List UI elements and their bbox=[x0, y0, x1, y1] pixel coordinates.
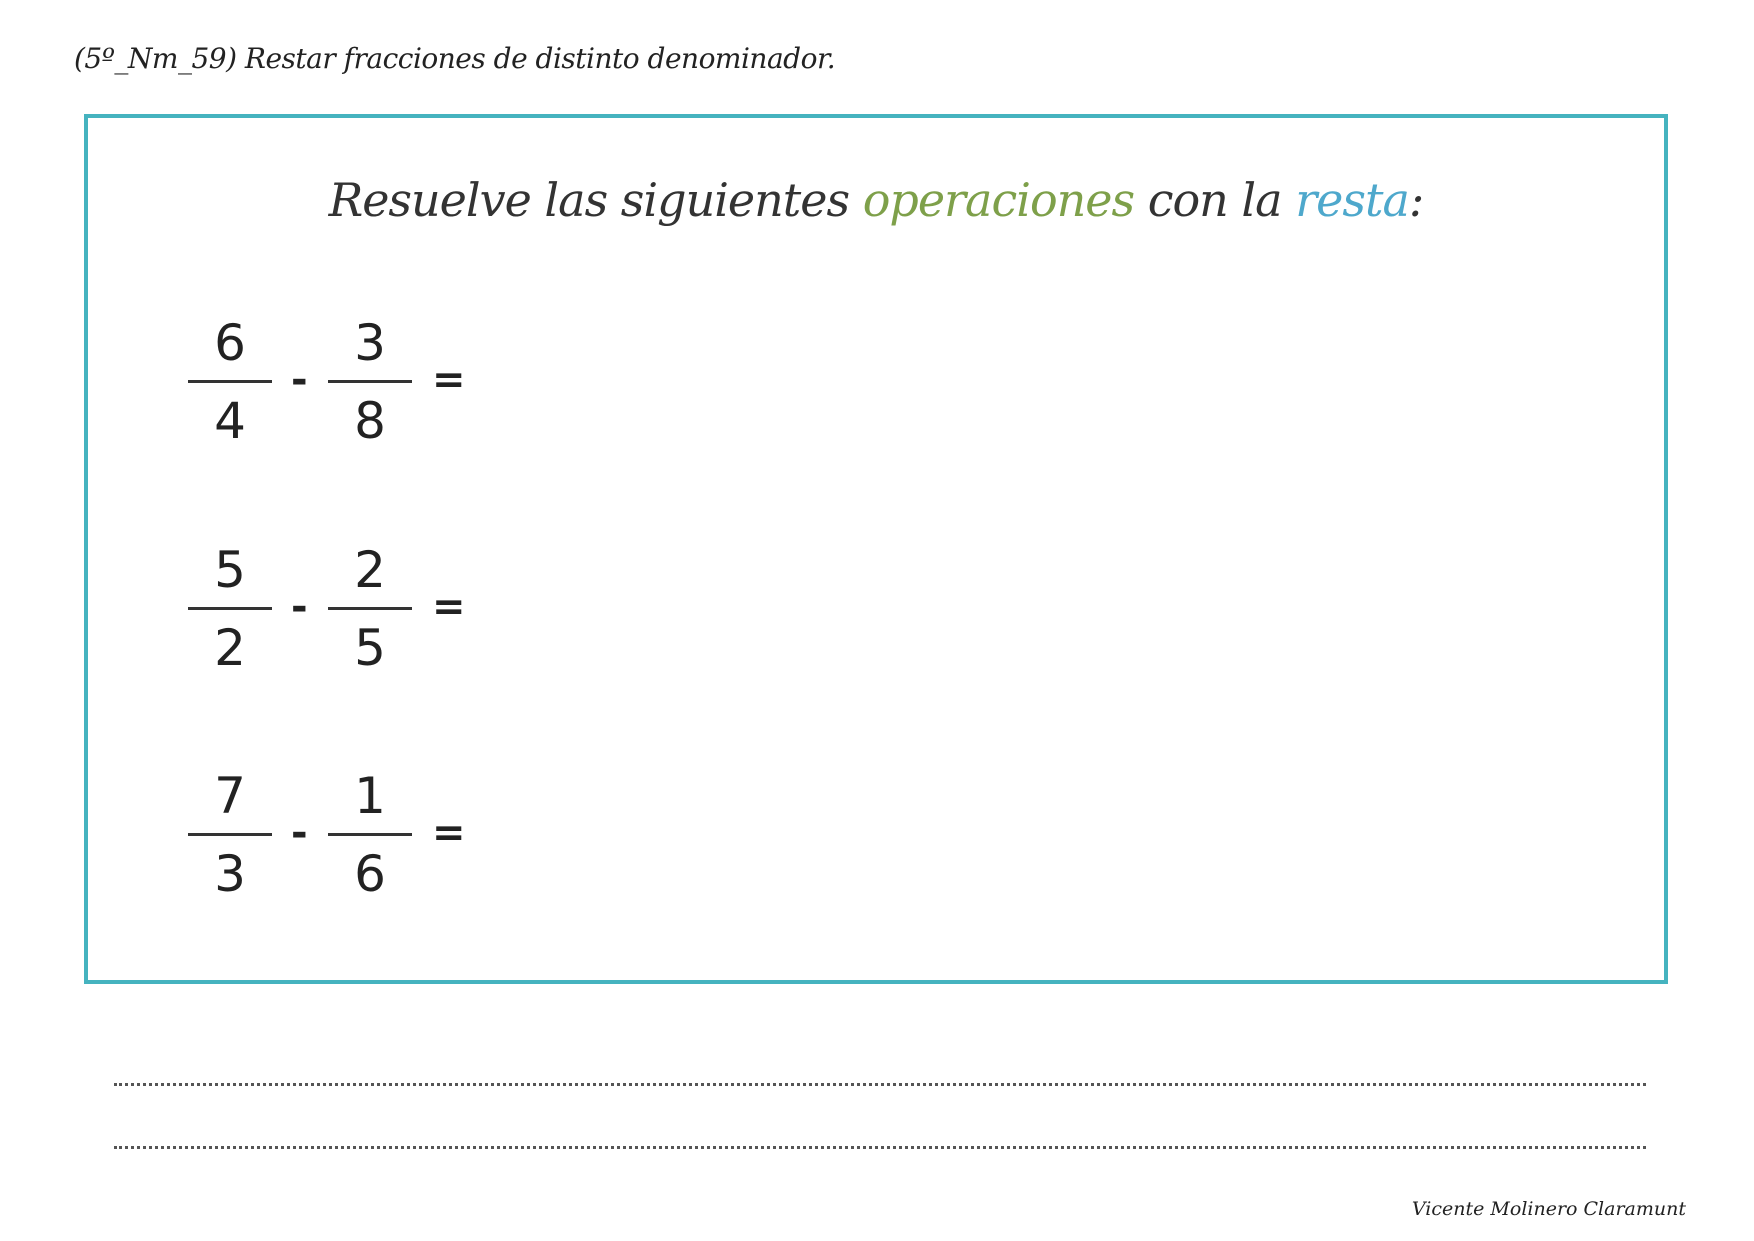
numerator: 1 bbox=[354, 767, 386, 825]
denominator: 8 bbox=[354, 392, 386, 450]
instruction-heading bbox=[88, 173, 1664, 227]
equals-sign: = bbox=[432, 357, 466, 403]
denominator: 2 bbox=[214, 619, 246, 677]
numerator: 6 bbox=[214, 314, 246, 372]
fraction-a bbox=[188, 532, 272, 682]
denominator: 5 bbox=[354, 619, 386, 677]
answer-line-2[interactable] bbox=[114, 1146, 1646, 1149]
fraction-b bbox=[328, 532, 412, 682]
fraction-bar bbox=[328, 607, 412, 610]
instruction-text-1: Resuelve las siguientes bbox=[328, 173, 863, 227]
fraction-b bbox=[328, 305, 412, 455]
fraction-bar bbox=[188, 380, 272, 383]
numerator: 7 bbox=[214, 767, 246, 825]
exercise-1 bbox=[188, 305, 488, 455]
instruction-text-2: con la bbox=[1134, 173, 1296, 227]
fraction-bar bbox=[328, 833, 412, 836]
fraction-b bbox=[328, 758, 412, 908]
fraction-bar bbox=[188, 607, 272, 610]
page-header-title: (5º_Nm_59) Restar fracciones de distinto denominador. bbox=[74, 42, 836, 75]
numerator: 3 bbox=[354, 314, 386, 372]
denominator: 4 bbox=[214, 392, 246, 450]
instruction-word-resta: resta bbox=[1295, 173, 1409, 227]
minus-sign: - bbox=[291, 357, 308, 403]
denominator: 3 bbox=[214, 845, 246, 903]
equals-sign: = bbox=[432, 810, 466, 856]
exercise-2 bbox=[188, 532, 488, 682]
instruction-word-operaciones: operaciones bbox=[862, 173, 1135, 227]
minus-sign: - bbox=[291, 810, 308, 856]
author-signature: Vicente Molinero Claramunt bbox=[1411, 1198, 1686, 1220]
denominator: 6 bbox=[354, 845, 386, 903]
fraction-a bbox=[188, 758, 272, 908]
answer-line-1[interactable] bbox=[114, 1083, 1646, 1086]
instruction-colon: : bbox=[1408, 173, 1424, 227]
exercise-3 bbox=[188, 758, 488, 908]
minus-sign: - bbox=[291, 584, 308, 630]
numerator: 5 bbox=[214, 541, 246, 599]
fraction-bar bbox=[188, 833, 272, 836]
fraction-bar bbox=[328, 380, 412, 383]
exercise-frame bbox=[84, 114, 1668, 984]
numerator: 2 bbox=[354, 541, 386, 599]
fraction-a bbox=[188, 305, 272, 455]
equals-sign: = bbox=[432, 584, 466, 630]
